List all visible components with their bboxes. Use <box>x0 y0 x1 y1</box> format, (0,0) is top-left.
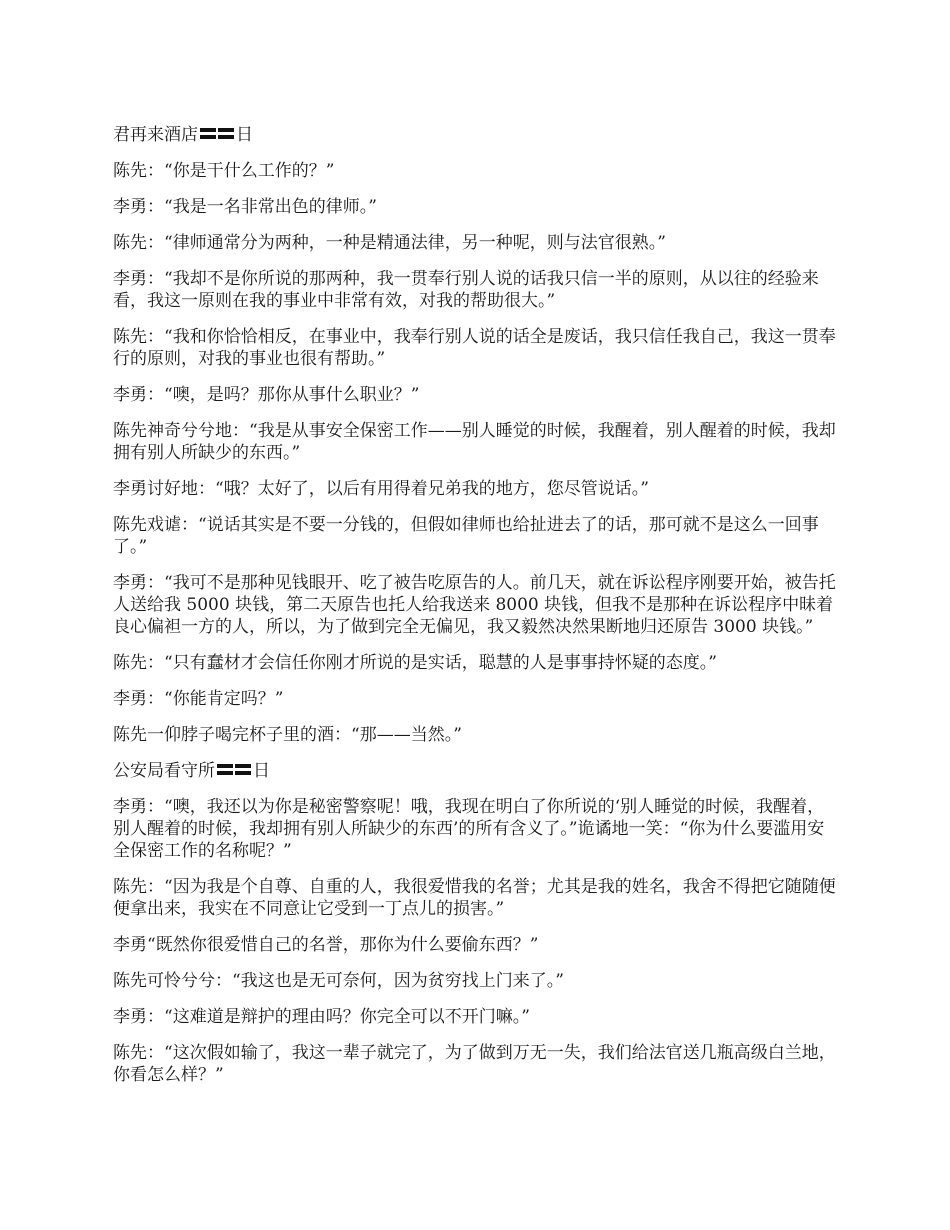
dialogue-paragraph: 李勇：“我是一名非常出色的律师。” <box>113 197 377 217</box>
dialogue-paragraph: 李勇：“噢，我还以为你是秘密警察呢！哦，我现在明白了你所说的‘别人睡觉的时候，我醒着，别人醒着的时候，我却拥有别人所缺少的东西’的所有含义了。”诡谲地一笑：“你为什么要滥用安全保密工作的名称呢？” <box>113 797 825 861</box>
dialogue-paragraph: 陈先：“我和你恰恰相反，在事业中，我奉行别人说的话全是废话，我只信任我自己，我这一贯奉行的原则，对我的事业也很有帮助。” <box>113 327 836 369</box>
dialogue-paragraph: 陈先戏谑：“说话其实是不要一分钱的，但假如律师也给扯进去了的话，那可就不是这么一回事了。” <box>113 515 819 557</box>
redaction-blocks-icon <box>216 763 252 777</box>
dialogue-paragraph: 李勇：“噢，是吗？那你从事什么职业？” <box>113 385 420 405</box>
document-body <box>113 124 841 1100</box>
dialogue-paragraph: 陈先可怜兮兮：“我这也是无可奈何，因为贫穷找上门来了。” <box>113 971 564 991</box>
dialogue-paragraph: 李勇“既然你很爱惜自己的名誉，那你为什么要偷东西？” <box>113 935 539 955</box>
heading-text: 日 <box>253 761 270 781</box>
dialogue-paragraph: 陈先：“你是干什么工作的？” <box>113 161 335 181</box>
heading-text: 公安局看守所 <box>113 761 215 781</box>
dialogue-paragraph: 陈先：“这次假如输了，我这一辈子就完了，为了做到万无一失，我们给法官送几瓶高级白兰地，你看怎么样？” <box>113 1043 836 1085</box>
dialogue-paragraph: 陈先：“律师通常分为两种，一种是精通法律，另一种呢，则与法官很熟。” <box>113 233 666 253</box>
dialogue-paragraph: 陈先神奇兮兮地：“我是从事安全保密工作——别人睡觉的时候，我醒着，别人醒着的时候，我却拥有别人所缺少的东西。” <box>113 421 836 463</box>
dialogue-paragraph: 李勇讨好地：“哦？太好了，以后有用得着兄弟我的地方，您尽管说话。” <box>113 479 649 499</box>
heading-text: 君再来酒店 <box>113 125 198 145</box>
dialogue-paragraph: 李勇：“你能肯定吗？” <box>113 689 284 709</box>
dialogue-paragraph: 陈先一仰脖子喝完杯子里的酒：“那——当然。” <box>113 725 462 745</box>
dialogue-paragraph: 陈先：“只有蠢材才会信任你刚才所说的是实话，聪慧的人是事事持怀疑的态度。” <box>113 653 717 673</box>
section-heading <box>113 124 841 146</box>
dialogue-paragraph: 陈先：“因为我是个自尊、自重的人，我很爱惜我的名誉；尤其是我的姓名，我舍不得把它随随便便拿出来，我实在不同意让它受到一丁点儿的损害。” <box>113 877 836 919</box>
dialogue-paragraph: 李勇：“这难道是辩护的理由吗？你完全可以不开门嘛。” <box>113 1007 530 1027</box>
redaction-blocks-icon <box>199 127 235 141</box>
section-heading <box>113 760 841 782</box>
dialogue-paragraph: 李勇：“我却不是你所说的那两种，我一贯奉行别人说的话我只信一半的原则，从以往的经验来看，我这一原则在我的事业中非常有效，对我的帮助很大。” <box>113 269 819 311</box>
heading-text: 日 <box>236 125 253 145</box>
dialogue-paragraph: 李勇：“我可不是那种见钱眼开、吃了被告吃原告的人。前几天，就在诉讼程序刚要开始，被告托人送给我 5000 块钱，第二天原告也托人给我送来 8000 块钱，但我不是那种在诉讼程序中昧着良心偏袒一方的人，所以，为了做到完全无偏见，我又毅然决然果断地归还原告 3000 块钱。” <box>113 573 836 637</box>
